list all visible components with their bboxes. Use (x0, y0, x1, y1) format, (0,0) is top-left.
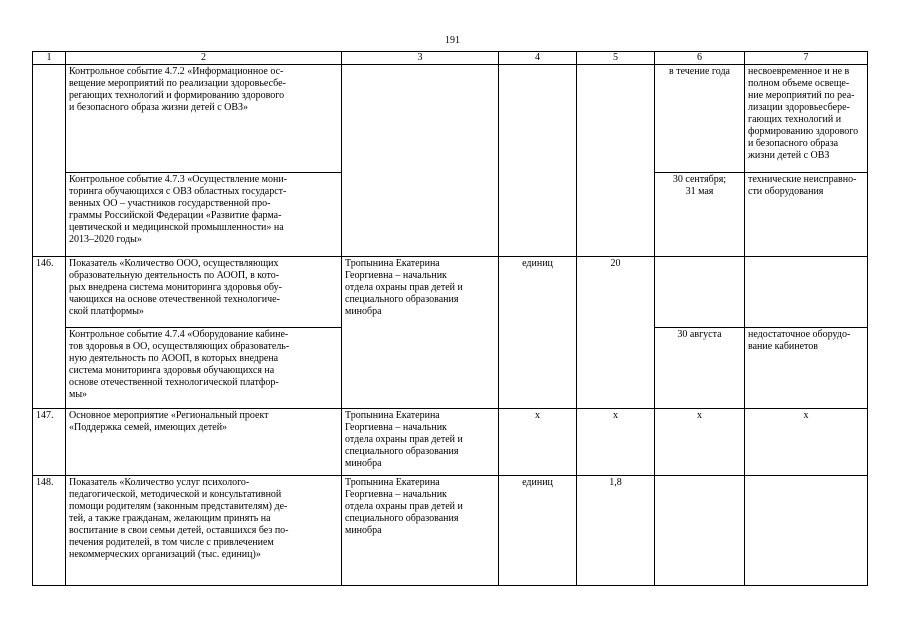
column-header: 7 (745, 52, 868, 65)
row-number-cell: 146. (33, 257, 66, 328)
responsible-cell: Тропынина Екатерина Георгиевна – начальник отдела охраны прав детей и специального образования минобра (342, 257, 499, 328)
description-cell: Показатель «Количество ООО, осуществляющих образовательную деятельность по АООП, в кото- рых внедрена система мониторинга здоровья обу- чающихся на основе отечественной технологиче- ской платформы» (66, 257, 342, 328)
unit-cell: единиц (499, 476, 577, 586)
term-cell: в течение года (655, 65, 745, 173)
unit-cell (499, 328, 577, 409)
column-header: 1 (33, 52, 66, 65)
responsible-cell: Тропынина Екатерина Георгиевна – начальник отдела охраны прав детей и специального образования минобра (342, 409, 499, 476)
value-cell (577, 65, 655, 173)
risk-cell: х (745, 409, 868, 476)
row-number-cell (33, 65, 66, 173)
risk-cell (745, 257, 868, 328)
table-row (33, 328, 868, 409)
value-cell: х (577, 409, 655, 476)
responsible-cell: Тропынина Екатерина Георгиевна – начальник отдела охраны прав детей и специального образования минобра (342, 476, 499, 586)
row-number-cell (33, 328, 66, 409)
column-header: 2 (66, 52, 342, 65)
plan-table (32, 51, 868, 586)
term-cell: х (655, 409, 745, 476)
unit-cell: единиц (499, 257, 577, 328)
responsible-cell (342, 328, 499, 409)
risk-cell: технические неисправно- сти оборудования (745, 173, 868, 257)
risk-cell: несвоевременное и не в полном объеме освеще- ние мероприятий по реа- лизации здоровьесбере- гающих технологий и формированию здорового и безопасного образа жизни детей с ОВЗ (745, 65, 868, 173)
term-cell (655, 257, 745, 328)
column-header: 4 (499, 52, 577, 65)
value-cell: 1,8 (577, 476, 655, 586)
value-cell (577, 328, 655, 409)
term-cell: 30 сентября; 31 мая (655, 173, 745, 257)
value-cell (577, 173, 655, 257)
description-cell: Контрольное событие 4.7.4 «Оборудование кабине- тов здоровья в ОО, осуществляющих образователь- ную деятельность по АООП, в которых внедрена система мониторинга здоровья обучающихся на основе отечественной технологической платфор- мы» (66, 328, 342, 409)
table-row (33, 409, 868, 476)
unit-cell (499, 65, 577, 173)
column-header: 3 (342, 52, 499, 65)
description-cell: Основное мероприятие «Региональный проект «Поддержка семей, имеющих детей» (66, 409, 342, 476)
table-row (33, 173, 868, 257)
table-row (33, 257, 868, 328)
responsible-cell (342, 65, 499, 173)
term-cell (655, 476, 745, 586)
unit-cell: х (499, 409, 577, 476)
column-header: 6 (655, 52, 745, 65)
value-cell: 20 (577, 257, 655, 328)
row-number-cell: 148. (33, 476, 66, 586)
responsible-cell (342, 173, 499, 257)
term-cell: 30 августа (655, 328, 745, 409)
description-cell: Контрольное событие 4.7.3 «Осуществление мони- торинга обучающихся с ОВЗ областных государст- венных ОО – участников государственной про- граммы Российской Федерации «Развитие фарма- цевтической и медицинской промышленности» на 2013–2020 годы» (66, 173, 342, 257)
page-number: 191 (445, 35, 460, 46)
table-row (33, 476, 868, 586)
header-row (33, 52, 868, 65)
column-header: 5 (577, 52, 655, 65)
row-number-cell (33, 173, 66, 257)
row-number-cell: 147. (33, 409, 66, 476)
description-cell: Показатель «Количество услуг психолого- педагогической, методической и консультативной помощи родителям (законным представителям) де- тей, а также гражданам, желающим принять на воспитание в свои семьи детей, оставшихся без по- печения родителей, в том числе с привлечением некоммерческих организаций (тыс. единиц)» (66, 476, 342, 586)
description-cell: Контрольное событие 4.7.2 «Информационное ос- вещение мероприятий по реализации здоровьесбе- регающих технологий и формированию здорового и безопасного образа жизни детей с ОВЗ» (66, 65, 342, 173)
table-row (33, 65, 868, 173)
risk-cell (745, 476, 868, 586)
unit-cell (499, 173, 577, 257)
risk-cell: недостаточное оборудо- вание кабинетов (745, 328, 868, 409)
